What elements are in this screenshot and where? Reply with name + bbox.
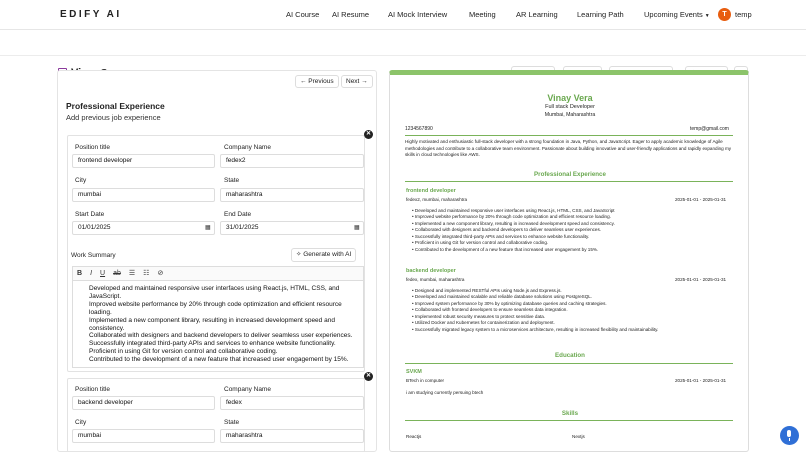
- nav-ai-mock-interview[interactable]: AI Mock Interview: [388, 10, 448, 19]
- remove-experience-icon[interactable]: ✕: [365, 373, 372, 379]
- position-label: Position title: [75, 386, 111, 393]
- divider: [405, 420, 733, 421]
- preview-phone: 1234567890: [405, 126, 433, 132]
- job-bullet: • Contributed to the development of a new feature that increased user engagement by 15%.: [412, 246, 599, 252]
- position-label: Position title: [75, 144, 111, 151]
- microphone-icon[interactable]: [780, 426, 799, 445]
- divider: [405, 135, 733, 136]
- skill-item: Reactjs: [406, 434, 422, 439]
- chevron-down-icon: ▼: [704, 13, 710, 19]
- skill-item: Nextjs: [572, 434, 585, 439]
- state-input[interactable]: maharashtra: [220, 188, 364, 202]
- resume-preview: [389, 70, 749, 452]
- preview-location: Mumbai, Maharashtra: [544, 112, 596, 118]
- summary-line: Proficient in using Git for version control and collaborative coding.: [89, 348, 278, 356]
- job-bullet: • Developed and maintained responsive user interfaces using React.js, HTML, CSS, and JavaScript: [412, 208, 615, 213]
- calendar-icon[interactable]: ▦: [205, 225, 211, 231]
- job-place: fedex2, mumbai, maharashtra: [406, 197, 468, 202]
- city-label: City: [75, 177, 87, 184]
- bullet-list-icon[interactable]: ☷: [143, 270, 150, 277]
- strikethrough-icon[interactable]: ab: [113, 270, 121, 277]
- job-bullet: • Improved system performance by 30% by optimizing database queries and caching strategies.: [412, 300, 607, 306]
- work-summary-label: Work Summary: [71, 252, 116, 259]
- underline-icon[interactable]: U: [100, 270, 106, 277]
- job-bullets: [412, 288, 732, 333]
- position-input[interactable]: backend developer: [72, 396, 215, 410]
- nav-meeting[interactable]: Meeting: [469, 10, 496, 19]
- job-bullet: • Implemented a new component library, resulting in increased development speed and consistency.: [412, 220, 615, 226]
- start-date-label: Start Date: [75, 211, 105, 218]
- job-title: frontend developer: [406, 188, 456, 194]
- state-label: State: [224, 419, 240, 426]
- section-subtitle: Add previous job experience: [66, 113, 161, 122]
- preview-skills-heading: Skills: [561, 410, 579, 417]
- city-input[interactable]: mumbai: [72, 188, 215, 202]
- city-label: City: [75, 419, 87, 426]
- italic-icon[interactable]: I: [90, 270, 93, 277]
- job-bullet: • Developed and maintained scalable and reliable database solutions using PostgreSQL.: [412, 294, 593, 300]
- end-date-label: End Date: [224, 211, 252, 218]
- nav-learning-path[interactable]: Learning Path: [577, 10, 624, 19]
- edu-dates: 2025-01-01 - 2025-01-31: [675, 378, 727, 383]
- resume-toolbar: [0, 30, 806, 56]
- city-input[interactable]: mumbai: [72, 429, 215, 443]
- preview-exp-heading: Professional Experience: [534, 171, 606, 178]
- school-name: SVKM: [406, 369, 422, 375]
- job-bullet: • Collaborated with frontend developers to ensure seamless data integration.: [412, 307, 568, 313]
- summary-line: Collaborated with designers and backend developers to deliver seamless user experiences.: [89, 332, 353, 340]
- job-title: backend developer: [406, 268, 456, 274]
- link-icon[interactable]: ⊘: [157, 270, 164, 277]
- nav-upcoming-events-label: Upcoming Events: [644, 10, 703, 19]
- nav-upcoming-events[interactable]: [644, 10, 710, 19]
- numbered-list-icon[interactable]: ☰: [128, 270, 136, 277]
- section-title: Professional Experience: [66, 101, 165, 111]
- nav-ar-learning[interactable]: AR Learning: [516, 10, 558, 19]
- nav-ai-course[interactable]: AI Course: [286, 10, 320, 19]
- preview-summary: Highly motivated and enthusiastic full-stack developer with a strong foundation in Java, Python, and JavaScript. Eager to apply academic knowledge of Agile methodologies and contribute to a collaborative team environment. Passionate about building innovative and user-friendly applications and rapidly expanding my skills in cloud technologies like AWS.: [405, 139, 732, 157]
- state-label: State: [224, 177, 240, 184]
- divider: [405, 181, 733, 182]
- summary-line: Developed and maintained responsive user interfaces using React.js, HTML, CSS, and JavaScript.: [89, 285, 340, 300]
- position-input[interactable]: frontend developer: [72, 154, 215, 168]
- company-label: Company Name: [224, 144, 271, 151]
- summary-line: Improved website performance by 20% through code optimization and efficient resource loading.: [89, 300, 342, 316]
- bold-icon[interactable]: B: [77, 270, 83, 277]
- job-place: fedex, mumbai, maharashtra: [406, 277, 465, 282]
- job-bullet: • Successfully migrated legacy system to a microservices architecture, resulting in increased flexibility and maintainability.: [412, 326, 659, 332]
- next-button[interactable]: Next →: [341, 75, 373, 88]
- preview-title: Full stack Developer: [545, 104, 595, 110]
- job-bullet: • Successfully integrated third-party APIs and services to enhance website functionality.: [412, 233, 590, 239]
- divider: [405, 363, 733, 364]
- work-summary-editor[interactable]: [72, 280, 364, 368]
- state-input[interactable]: maharashtra: [220, 429, 364, 443]
- job-bullets: [412, 208, 732, 253]
- company-label: Company Name: [224, 386, 271, 393]
- previous-button[interactable]: ← Previous: [295, 75, 339, 88]
- calendar-icon[interactable]: ▦: [354, 225, 360, 231]
- end-date-input[interactable]: 31/01/2025: [220, 221, 364, 235]
- job-dates: 2025-01-01 - 2025-01-31: [675, 197, 727, 202]
- summary-line: Contributed to the development of a new feature that increased user engagement by 15%.: [89, 356, 349, 364]
- preview-name: Vinay Vera: [547, 93, 593, 103]
- avatar[interactable]: T: [718, 8, 731, 21]
- job-bullet: • Designed and implemented RESTful APIs using Node.js and Express.js.: [412, 288, 562, 293]
- top-navbar: [0, 0, 806, 30]
- remove-experience-icon[interactable]: ✕: [365, 131, 372, 137]
- summary-line: Successfully integrated third-party APIs and services to enhance website functionality.: [89, 340, 336, 348]
- start-date-input[interactable]: 01/01/2025: [72, 221, 215, 235]
- preview-email: temp@gmail.com: [690, 126, 729, 132]
- job-bullet: • Improved website performance by 20% through code optimization and efficient resource loading.: [412, 214, 611, 220]
- rich-text-toolbar: [72, 266, 364, 280]
- company-input[interactable]: fedex: [220, 396, 364, 410]
- edu-note: i am studying currently persuing btech: [406, 390, 484, 395]
- company-input[interactable]: fedex2: [220, 154, 364, 168]
- nav-ai-resume[interactable]: AI Resume: [332, 10, 370, 19]
- job-dates: 2025-01-01 - 2025-01-31: [675, 277, 727, 282]
- job-bullet: • Collaborated with designers and backend developers to deliver seamless user experiences.: [412, 227, 602, 233]
- job-bullet: • Implemented robust security measures to protect sensitive data.: [412, 313, 546, 319]
- summary-line: Implemented a new component library, resulting in increased development speed and consistency.: [89, 316, 335, 332]
- job-bullet: • Proficient in using Git for version control and collaborative coding.: [412, 240, 549, 246]
- preview-edu-heading: Education: [555, 352, 585, 359]
- degree: BTech in computer: [406, 378, 445, 383]
- generate-with-ai-button[interactable]: ✧ Generate with AI: [291, 248, 356, 262]
- job-bullet: • Utilized Docker and Kubernetes for containerization and deployment.: [412, 320, 555, 326]
- brand-logo[interactable]: EDIFY AI: [60, 9, 122, 20]
- username[interactable]: temp: [735, 10, 752, 19]
